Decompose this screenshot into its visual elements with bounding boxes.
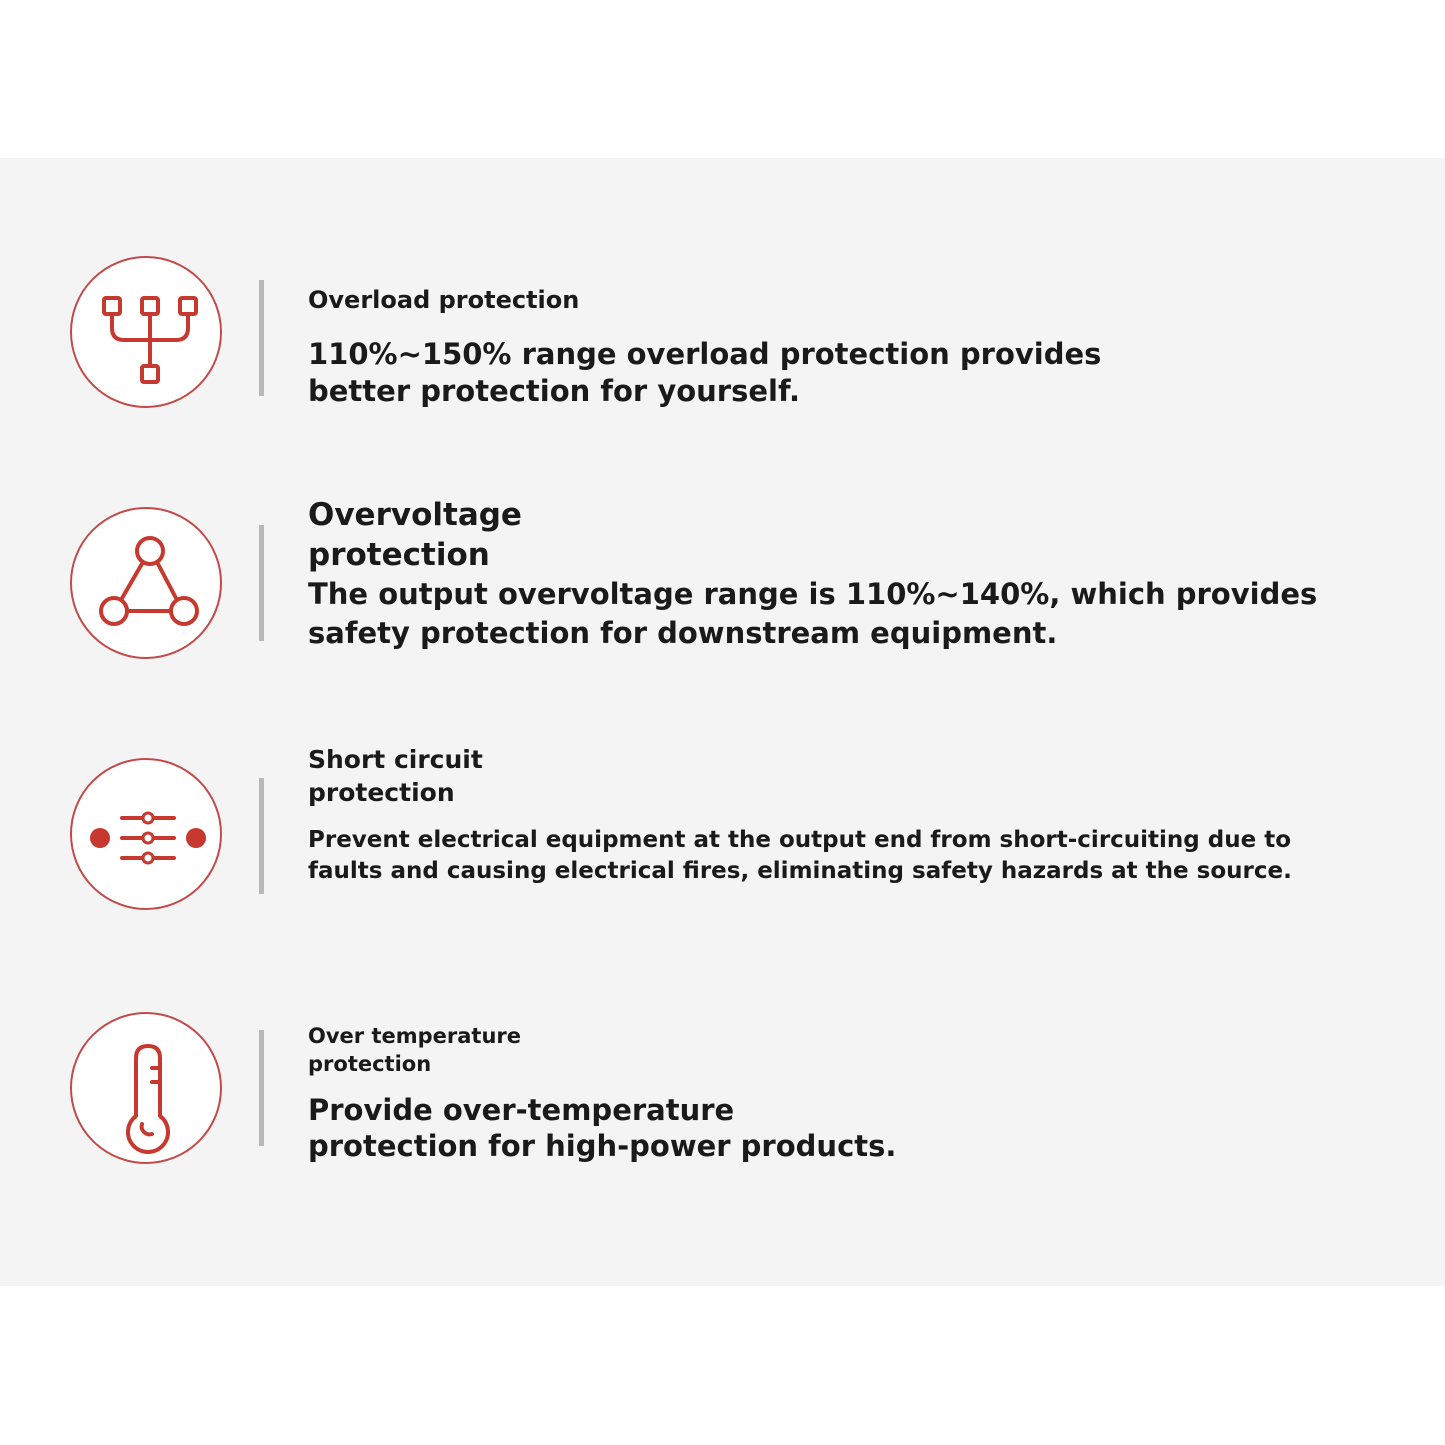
hierarchy-icon (70, 256, 222, 408)
feature-text (308, 495, 1328, 653)
feature-title: Over temperature protection (308, 1024, 522, 1076)
divider (259, 778, 264, 894)
thermometer-icon (70, 1012, 222, 1164)
feature-overvoltage (0, 497, 1445, 667)
feature-description: Prevent electrical equipment at the output end from short-circuiting due to faults and causing electrical fires, eliminating safety hazards at the source. (308, 827, 1292, 884)
feature-short-circuit (0, 745, 1445, 918)
feature-text (308, 743, 1308, 887)
feature-text (308, 286, 1208, 410)
feature-title: Short circuit protection (308, 745, 483, 807)
feature-title: Overload protection (308, 286, 580, 314)
feature-description: 110%~150% range overload protection provides better protection for yourself. (308, 337, 1102, 408)
feature-description: Provide over-temperature protection for high-power products. (308, 1093, 897, 1163)
divider (259, 1030, 264, 1146)
triangle-nodes-icon (70, 507, 222, 659)
circuit-sliders-icon (70, 758, 222, 910)
feature-over-temperature (0, 1012, 1445, 1172)
features-panel (0, 158, 1445, 1286)
feature-description: The output overvoltage range is 110%~140%, which provides safety protection for downstream equipment. (308, 577, 1318, 650)
feature-text (308, 1022, 1008, 1164)
divider (259, 525, 264, 641)
feature-title: Overvoltage protection (308, 497, 522, 573)
divider (259, 280, 264, 396)
feature-overload (0, 256, 1445, 416)
